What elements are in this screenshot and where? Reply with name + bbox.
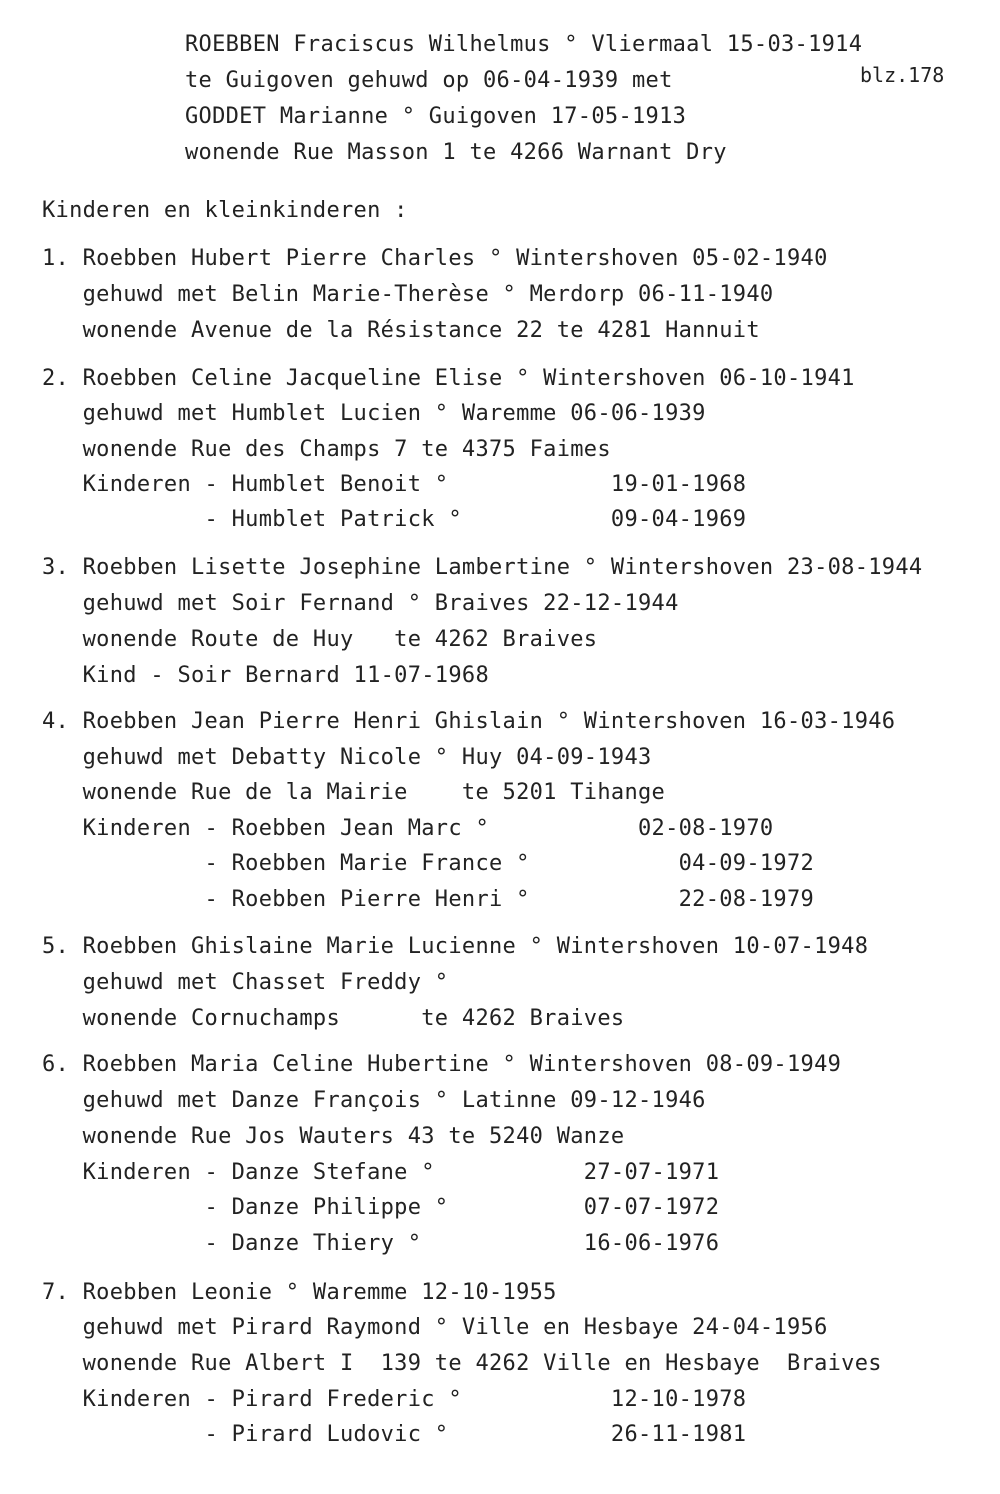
- entry-4-line-5: - Roebben Marie France ° 04-09-1972: [42, 851, 815, 876]
- entry-1-line-1: 1. Roebben Hubert Pierre Charles ° Wintershoven 05-02-1940: [42, 246, 828, 271]
- entry-6-line-6: - Danze Thiery ° 16-06-1976: [42, 1231, 720, 1256]
- entry-7-line-2: gehuwd met Pirard Raymond ° Ville en Hesbaye 24-04-1956: [42, 1315, 828, 1340]
- entry-5-line-3: wonende Cornuchamps te 4262 Braives: [42, 1006, 625, 1031]
- page-number: blz.178: [860, 63, 945, 87]
- header-line-2: te Guigoven gehuwd op 06-04-1939 met: [185, 68, 673, 93]
- entry-1-line-2: gehuwd met Belin Marie-Therèse ° Merdorp 06-11-1940: [42, 282, 774, 307]
- entry-6-line-5: - Danze Philippe ° 07-07-1972: [42, 1195, 720, 1220]
- entry-2-line-1: 2. Roebben Celine Jacqueline Elise ° Wintershoven 06-10-1941: [42, 366, 855, 391]
- header-line-4: wonende Rue Masson 1 te 4266 Warnant Dry: [185, 140, 727, 165]
- entry-2-line-3: wonende Rue des Champs 7 te 4375 Faimes: [42, 437, 611, 462]
- section-title: Kinderen en kleinkinderen :: [42, 198, 408, 223]
- header-line-1: ROEBBEN Fraciscus Wilhelmus ° Vliermaal 15-03-1914: [185, 32, 863, 57]
- entry-6-line-4: Kinderen - Danze Stefane ° 27-07-1971: [42, 1160, 720, 1185]
- entry-3-line-2: gehuwd met Soir Fernand ° Braives 22-12-1944: [42, 591, 679, 616]
- entry-3-line-4: Kind - Soir Bernard 11-07-1968: [42, 663, 489, 688]
- entry-7-line-5: - Pirard Ludovic ° 26-11-1981: [42, 1422, 747, 1447]
- entry-4-line-2: gehuwd met Debatty Nicole ° Huy 04-09-1943: [42, 745, 652, 770]
- entry-2-line-2: gehuwd met Humblet Lucien ° Waremme 06-06-1939: [42, 401, 706, 426]
- entry-4-line-4: Kinderen - Roebben Jean Marc ° 02-08-1970: [42, 816, 774, 841]
- entry-7-line-4: Kinderen - Pirard Frederic ° 12-10-1978: [42, 1387, 747, 1412]
- header-line-3: GODDET Marianne ° Guigoven 17-05-1913: [185, 104, 687, 129]
- entry-7-line-3: wonende Rue Albert I 139 te 4262 Ville en Hesbaye Braives: [42, 1351, 882, 1376]
- entry-6-line-3: wonende Rue Jos Wauters 43 te 5240 Wanze: [42, 1124, 625, 1149]
- entry-4-line-6: - Roebben Pierre Henri ° 22-08-1979: [42, 887, 815, 912]
- entry-3-line-3: wonende Route de Huy te 4262 Braives: [42, 627, 598, 652]
- entry-6-line-2: gehuwd met Danze François ° Latinne 09-12-1946: [42, 1088, 706, 1113]
- entry-6-line-1: 6. Roebben Maria Celine Hubertine ° Wintershoven 08-09-1949: [42, 1052, 842, 1077]
- entry-5-line-1: 5. Roebben Ghislaine Marie Lucienne ° Wintershoven 10-07-1948: [42, 934, 869, 959]
- entry-7-line-1: 7. Roebben Leonie ° Waremme 12-10-1955: [42, 1280, 557, 1305]
- entry-1-line-3: wonende Avenue de la Résistance 22 te 4281 Hannuit: [42, 318, 760, 343]
- entry-2-line-5: - Humblet Patrick ° 09-04-1969: [42, 507, 747, 532]
- entry-3-line-1: 3. Roebben Lisette Josephine Lambertine ° Wintershoven 23-08-1944: [42, 555, 923, 580]
- entry-5-line-2: gehuwd met Chasset Freddy °: [42, 970, 449, 995]
- entry-2-line-4: Kinderen - Humblet Benoit ° 19-01-1968: [42, 472, 747, 497]
- entry-4-line-3: wonende Rue de la Mairie te 5201 Tihange: [42, 780, 666, 805]
- entry-4-line-1: 4. Roebben Jean Pierre Henri Ghislain ° Wintershoven 16-03-1946: [42, 709, 896, 734]
